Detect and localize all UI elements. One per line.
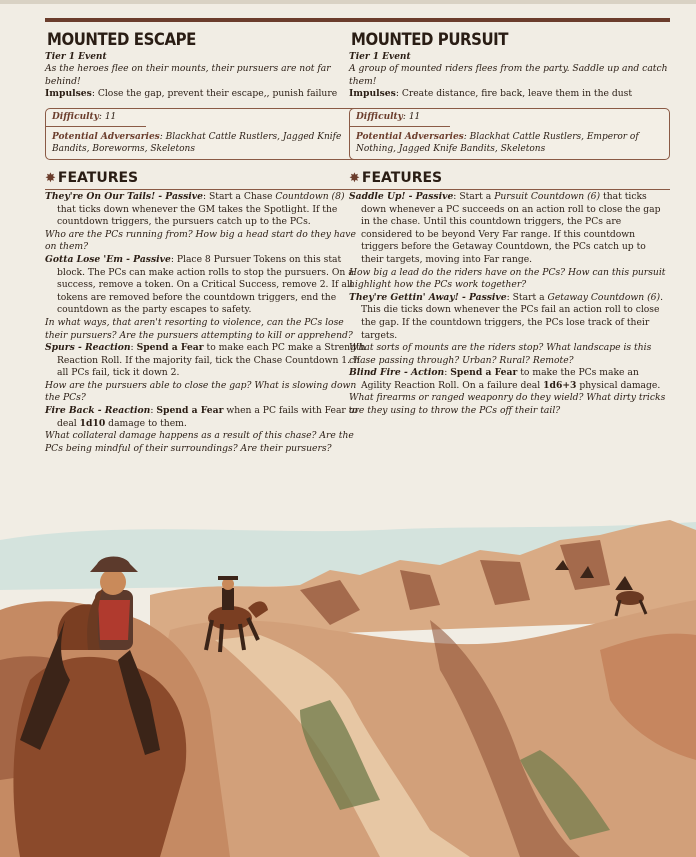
sun-burst-icon: ✸ xyxy=(349,170,360,186)
feature-name: They're Gettin' Away! - Passive xyxy=(349,291,507,303)
event-impulses xyxy=(349,88,670,101)
event-title: MOUNTED PURSUIT xyxy=(351,30,509,50)
damage-dice: 1d10 xyxy=(79,417,106,429)
feature-question: How big a lead do the riders have on the PCs? How can this pursuit highlight how the PCs work together? xyxy=(349,266,666,291)
feature xyxy=(45,254,366,317)
title-bar xyxy=(349,18,670,22)
feature-text: to make each PC make a Strength Reaction Roll. If the majority fail, tick the Chase Countdown 1. If all PCs fail, tick it down 2. xyxy=(57,342,366,379)
feature-text: : xyxy=(130,342,137,354)
feature-question: What firearms or ranged weaponry do they wield? What dirty tricks are they using to throw the PCs off their tail? xyxy=(349,392,666,417)
title-bar xyxy=(45,18,366,22)
stat-box xyxy=(349,108,670,160)
feature-name: They're On Our Tails! - Passive xyxy=(45,190,203,202)
feature-text: : Place 8 Pursuer Tokens on this stat block. The PCs can make action rolls to stop the pursuers. On a success, remove a token. On a Critical Success, remove 2. If all tokens are removed before the countdown triggers, end the countdown as the party escapes to safety. xyxy=(57,253,354,316)
adversaries-label: Potential Adversaries xyxy=(356,131,464,142)
feature xyxy=(45,191,366,229)
feature-text: that ticks down whenever the GM takes the Spotlight. If the countdown triggers, the pursuers catch up to the PCs. xyxy=(57,203,338,228)
feature-question: In what ways, that aren't resorting to violence, can the PCs lose their pursuers? Are the pursuers attempting to kill or apprehend? xyxy=(45,316,353,341)
feature xyxy=(349,367,670,392)
features-heading-text: FEATURES xyxy=(361,169,443,186)
potential-adversaries xyxy=(350,127,669,159)
feature xyxy=(45,342,366,380)
adversaries-text: : Blackhat Cattle Rustlers, Emperor of Nothing, Jagged Knife Bandits, Skeletons xyxy=(356,131,639,155)
event-tier: Tier 1 Event xyxy=(349,52,411,62)
adversaries-label: Potential Adversaries xyxy=(52,131,160,142)
adversaries-text: : Blackhat Cattle Rustlers, Jagged Knife Bandits, Boreworms, Skeletons xyxy=(52,131,342,155)
feature-text: physical damage. xyxy=(576,379,661,391)
difficulty-label: Difficulty xyxy=(356,111,403,122)
feature-countdown: Countdown (8) xyxy=(275,190,345,202)
mounted-pursuit-block xyxy=(349,18,670,418)
feature-text: : Start a xyxy=(453,190,495,202)
feature xyxy=(349,292,670,342)
feature-text: . This die ticks down whenever the PCs fail an action roll to close the gap. If the countdown triggers, the PCs lose track of their targets. xyxy=(361,291,664,341)
difficulty-value: : 11 xyxy=(402,111,421,122)
mounted-escape-block xyxy=(45,18,366,455)
feature-text: to make the PCs make an Agility Reaction Roll. On a failure deal xyxy=(361,367,639,391)
feature-text: : xyxy=(444,367,451,379)
feature-question: What collateral damage happens as a result of this chase? Are the PCs being mindful of their surroundings? Are their pursuers? xyxy=(45,430,354,454)
feature xyxy=(45,405,366,430)
sun-burst-icon: ✸ xyxy=(45,170,56,186)
feature-text: : Start a Chase xyxy=(202,190,276,202)
feature-name: Spurs - Reaction xyxy=(45,342,131,354)
stat-box xyxy=(45,108,366,160)
features-heading xyxy=(45,170,366,190)
difficulty-value: : 11 xyxy=(98,111,117,122)
feature-text: when a PC fails with Fear to deal xyxy=(57,405,358,429)
feature-keyword: Spend a Fear xyxy=(450,367,518,379)
event-tier: Tier 1 Event xyxy=(45,52,107,62)
feature-name: Fire Back - Reaction xyxy=(45,405,151,417)
feature-text: : Start a xyxy=(506,291,548,303)
potential-adversaries xyxy=(46,127,365,159)
feature-countdown: Pursuit Countdown (6) xyxy=(494,190,601,202)
event-impulses xyxy=(45,88,366,101)
impulses-label: Impulses xyxy=(349,88,396,100)
difficulty xyxy=(350,109,450,127)
impulses-label: Impulses xyxy=(45,88,92,100)
features-list xyxy=(45,191,366,455)
feature-question: Who are the PCs running from? How big a head start do they have on them? xyxy=(45,228,356,253)
canyon-chase-illustration xyxy=(0,500,696,857)
impulses-text: : Create distance, fire back, leave them in the dust xyxy=(395,88,633,100)
feature-keyword: Spend a Fear xyxy=(156,405,224,417)
impulses-text: : Close the gap, prevent their escape,, punish failure xyxy=(91,88,338,100)
feature-name: Blind Fire - Action xyxy=(349,367,445,379)
feature-name: Gotta Lose 'Em - Passive xyxy=(45,253,171,265)
feature-question: How are the pursuers able to close the gap? What is slowing down the PCs? xyxy=(45,379,357,404)
features-heading-text: FEATURES xyxy=(57,169,139,186)
feature-text: damage to them. xyxy=(105,417,187,429)
features-list xyxy=(349,191,670,418)
feature-text: that ticks down whenever a PC succeeds on an action roll to close the gap in the chase. Until this countdown triggers, the PCs are considered to be beyond Very Far range. If this countdown triggers before the Getaway Countdown, the PCs catch up to their targets, moving into Far range. xyxy=(361,190,661,265)
feature-question: What sorts of mounts are the riders stop? What landscape is this chase passing through? Urban? Rural? Remote? xyxy=(349,342,652,366)
event-description: As the heroes flee on their mounts, their pursuers are not far behind! xyxy=(45,63,331,87)
feature xyxy=(349,191,670,267)
difficulty-label: Difficulty xyxy=(52,111,99,122)
feature-text: : xyxy=(150,405,157,417)
event-title: MOUNTED ESCAPE xyxy=(47,30,196,50)
event-description: A group of mounted riders flees from the party. Saddle up and catch them! xyxy=(349,63,668,87)
feature-name: Saddle Up! - Passive xyxy=(349,190,454,202)
feature-countdown: Getaway Countdown (6) xyxy=(547,291,661,303)
feature-keyword: Spend a Fear xyxy=(136,342,204,354)
features-heading xyxy=(349,170,670,190)
page-top-border xyxy=(0,0,696,4)
damage-dice: 1d6+3 xyxy=(543,379,577,391)
difficulty xyxy=(46,109,146,127)
